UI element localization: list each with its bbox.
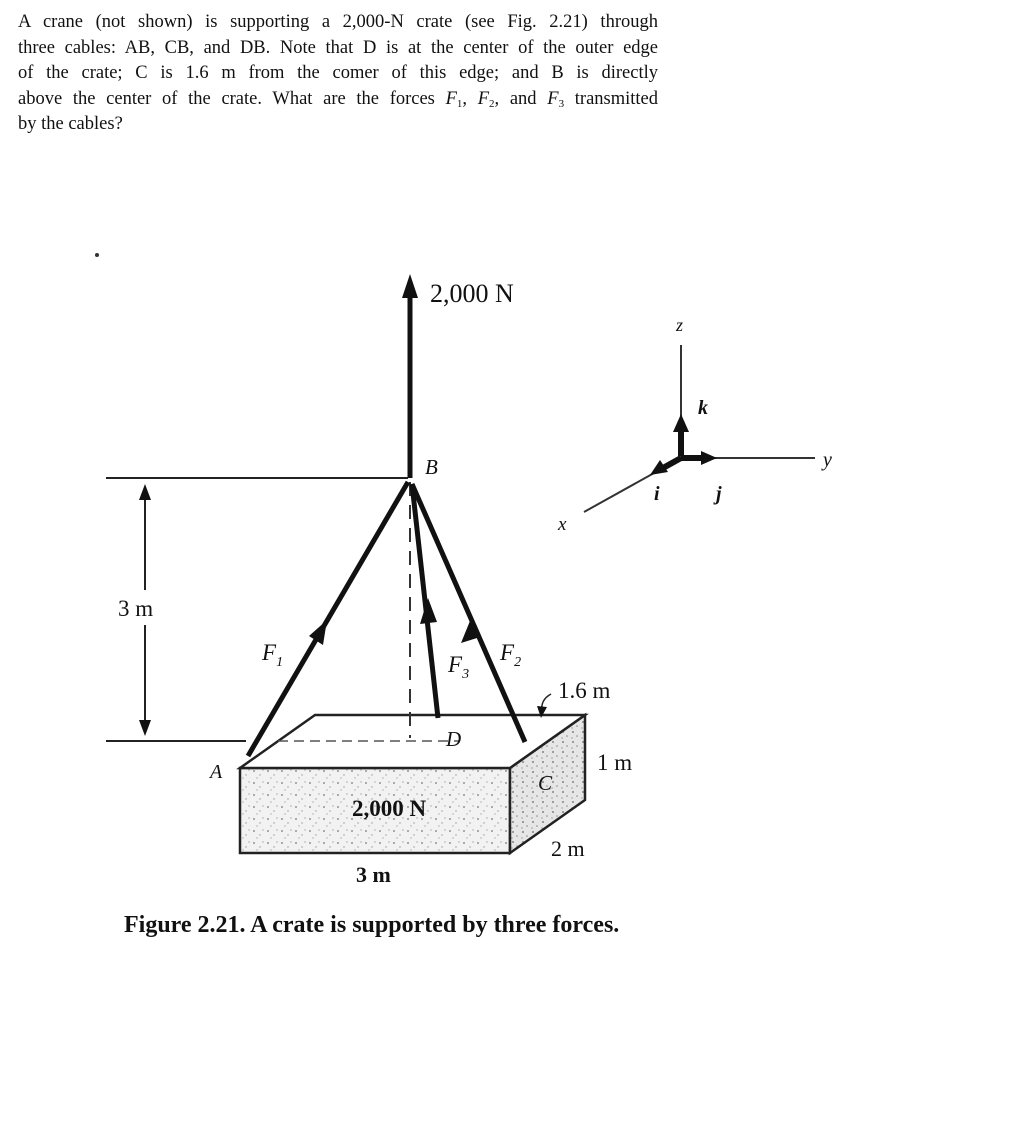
load-label-top: 2,000 N — [430, 279, 514, 308]
coordinate-axes — [584, 345, 815, 512]
load-label-crate: 2,000 N — [352, 796, 427, 821]
force1-label: $F_1$ — [262, 640, 284, 670]
problem-line: three cables: AB, CB, and DB. Note that D is at the center of the outer edge — [18, 37, 658, 58]
unit-vector-k — [673, 414, 689, 456]
axis-x-label: x — [558, 514, 567, 535]
unit-i-label: i — [654, 483, 660, 505]
point-c-label: C — [538, 771, 553, 795]
force3-label: $F_3$ — [448, 652, 470, 682]
height-label: 3 m — [118, 596, 154, 621]
dim-depth-label: 1 m — [597, 750, 633, 775]
problem-line: of the crate; C is 1.6 m from the comer of this edge; and B is directly — [18, 63, 658, 83]
problem-line-forces: above the center of the crate. What are the forces $F_1$, $F_2$, and $F_3$ transmitted — [18, 88, 659, 110]
unit-vector-i — [650, 458, 681, 475]
axis-z-label: z — [676, 315, 684, 335]
figure-caption: Figure 2.21. A crate is supported by three forces. — [124, 912, 620, 938]
dim-c-label: 1.6 m — [558, 678, 611, 703]
unit-k-label: k — [698, 397, 708, 419]
point-b-label: B — [425, 455, 438, 479]
dim-width-label: 2 m — [551, 836, 585, 861]
stray-dot — [95, 253, 99, 257]
axis-y-label: y — [823, 449, 832, 471]
point-d-label: D — [446, 727, 462, 751]
problem-line: A crane (not shown) is supporting a 2,000-N crate (see Fig. 2.21) through — [18, 12, 658, 32]
load-arrow — [402, 274, 418, 478]
dim-length-label: 3 m — [356, 862, 391, 887]
point-a-label: A — [210, 761, 223, 783]
unit-vector-j — [681, 451, 717, 465]
problem-line: by the cables? — [18, 114, 123, 134]
unit-j-label: j — [716, 483, 722, 505]
force2-label: $F_2$ — [500, 640, 522, 670]
